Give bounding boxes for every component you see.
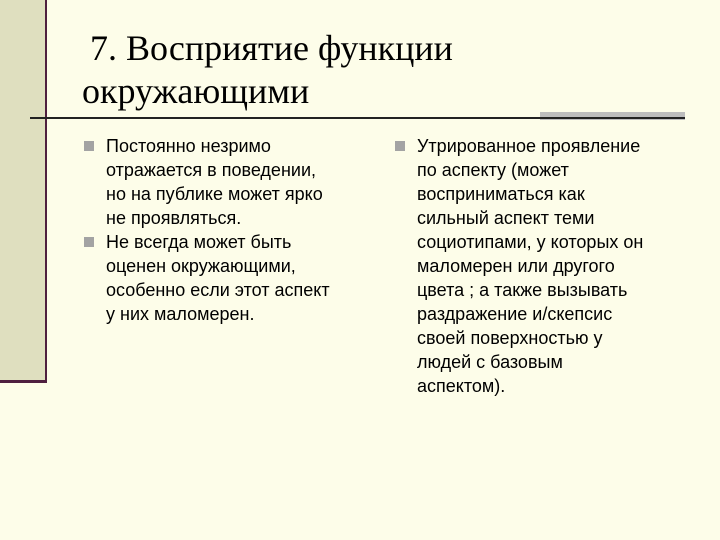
left-decorative-band: [0, 0, 45, 380]
right-column-list: [395, 134, 695, 398]
square-bullet-icon: [84, 237, 94, 247]
slide-title-line-1: 7. Восприятие функции: [90, 28, 453, 68]
list-item: [84, 134, 374, 230]
list-item: [395, 134, 695, 398]
list-item-text: Утрированное проявление по аспекту (может восприниматься как сильный аспект теми социотипами, у которых он маломерен или другого цвета ; а также вызывать раздражение и/скепсис своей поверхностью у людей с базовым аспектом).: [417, 136, 644, 396]
slide-title-line-2: окружающими: [82, 71, 310, 111]
list-item: [84, 230, 374, 326]
square-bullet-icon: [84, 141, 94, 151]
left-column-list: [84, 134, 374, 326]
list-item-text: Не всегда может быть оценен окружающими, особенно если этот аспект у них маломерен.: [106, 232, 330, 324]
list-item-text: Постоянно незримо отражается в поведении, но на публике может ярко не проявляться.: [106, 136, 323, 228]
slide-title: [82, 27, 682, 113]
square-bullet-icon: [395, 141, 405, 151]
left-band-bottom-stripe: [0, 380, 45, 383]
title-rule: [30, 117, 685, 119]
left-band-edge-line: [45, 0, 47, 383]
